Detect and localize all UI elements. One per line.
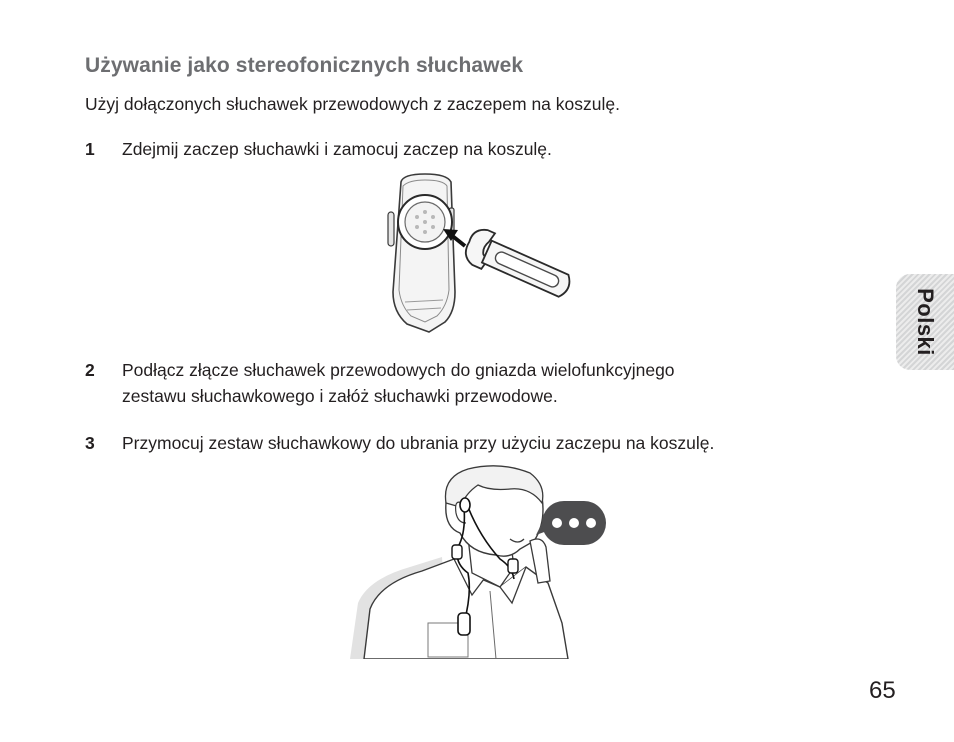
section-title: Używanie jako stereofonicznych słuchawek [85,54,524,77]
step-text: Podłącz złącze słuchawek przewodowych do gniazda wielofunkcyjnego zestawu słuchawkowego i załóż słuchawki przewodowe. [122,360,675,406]
person-wearing-headset-illustration [350,463,615,659]
headset-clip-illustration [385,172,575,336]
step-number: 1 [85,139,95,159]
step-number: 2 [85,360,95,380]
language-tab-label: Polski [913,288,938,356]
step-number: 3 [85,433,95,453]
step-text: Zdejmij zaczep słuchawki i zamocuj zaczep na koszulę. [122,139,552,159]
section-intro: Użyj dołączonych słuchawek przewodowych z zaczepem na koszulę. [85,94,620,114]
page-number: 65 [869,677,896,704]
step-text: Przymocuj zestaw słuchawkowy do ubrania przy użyciu zaczepu na koszulę. [122,433,715,453]
language-tab [896,274,954,370]
